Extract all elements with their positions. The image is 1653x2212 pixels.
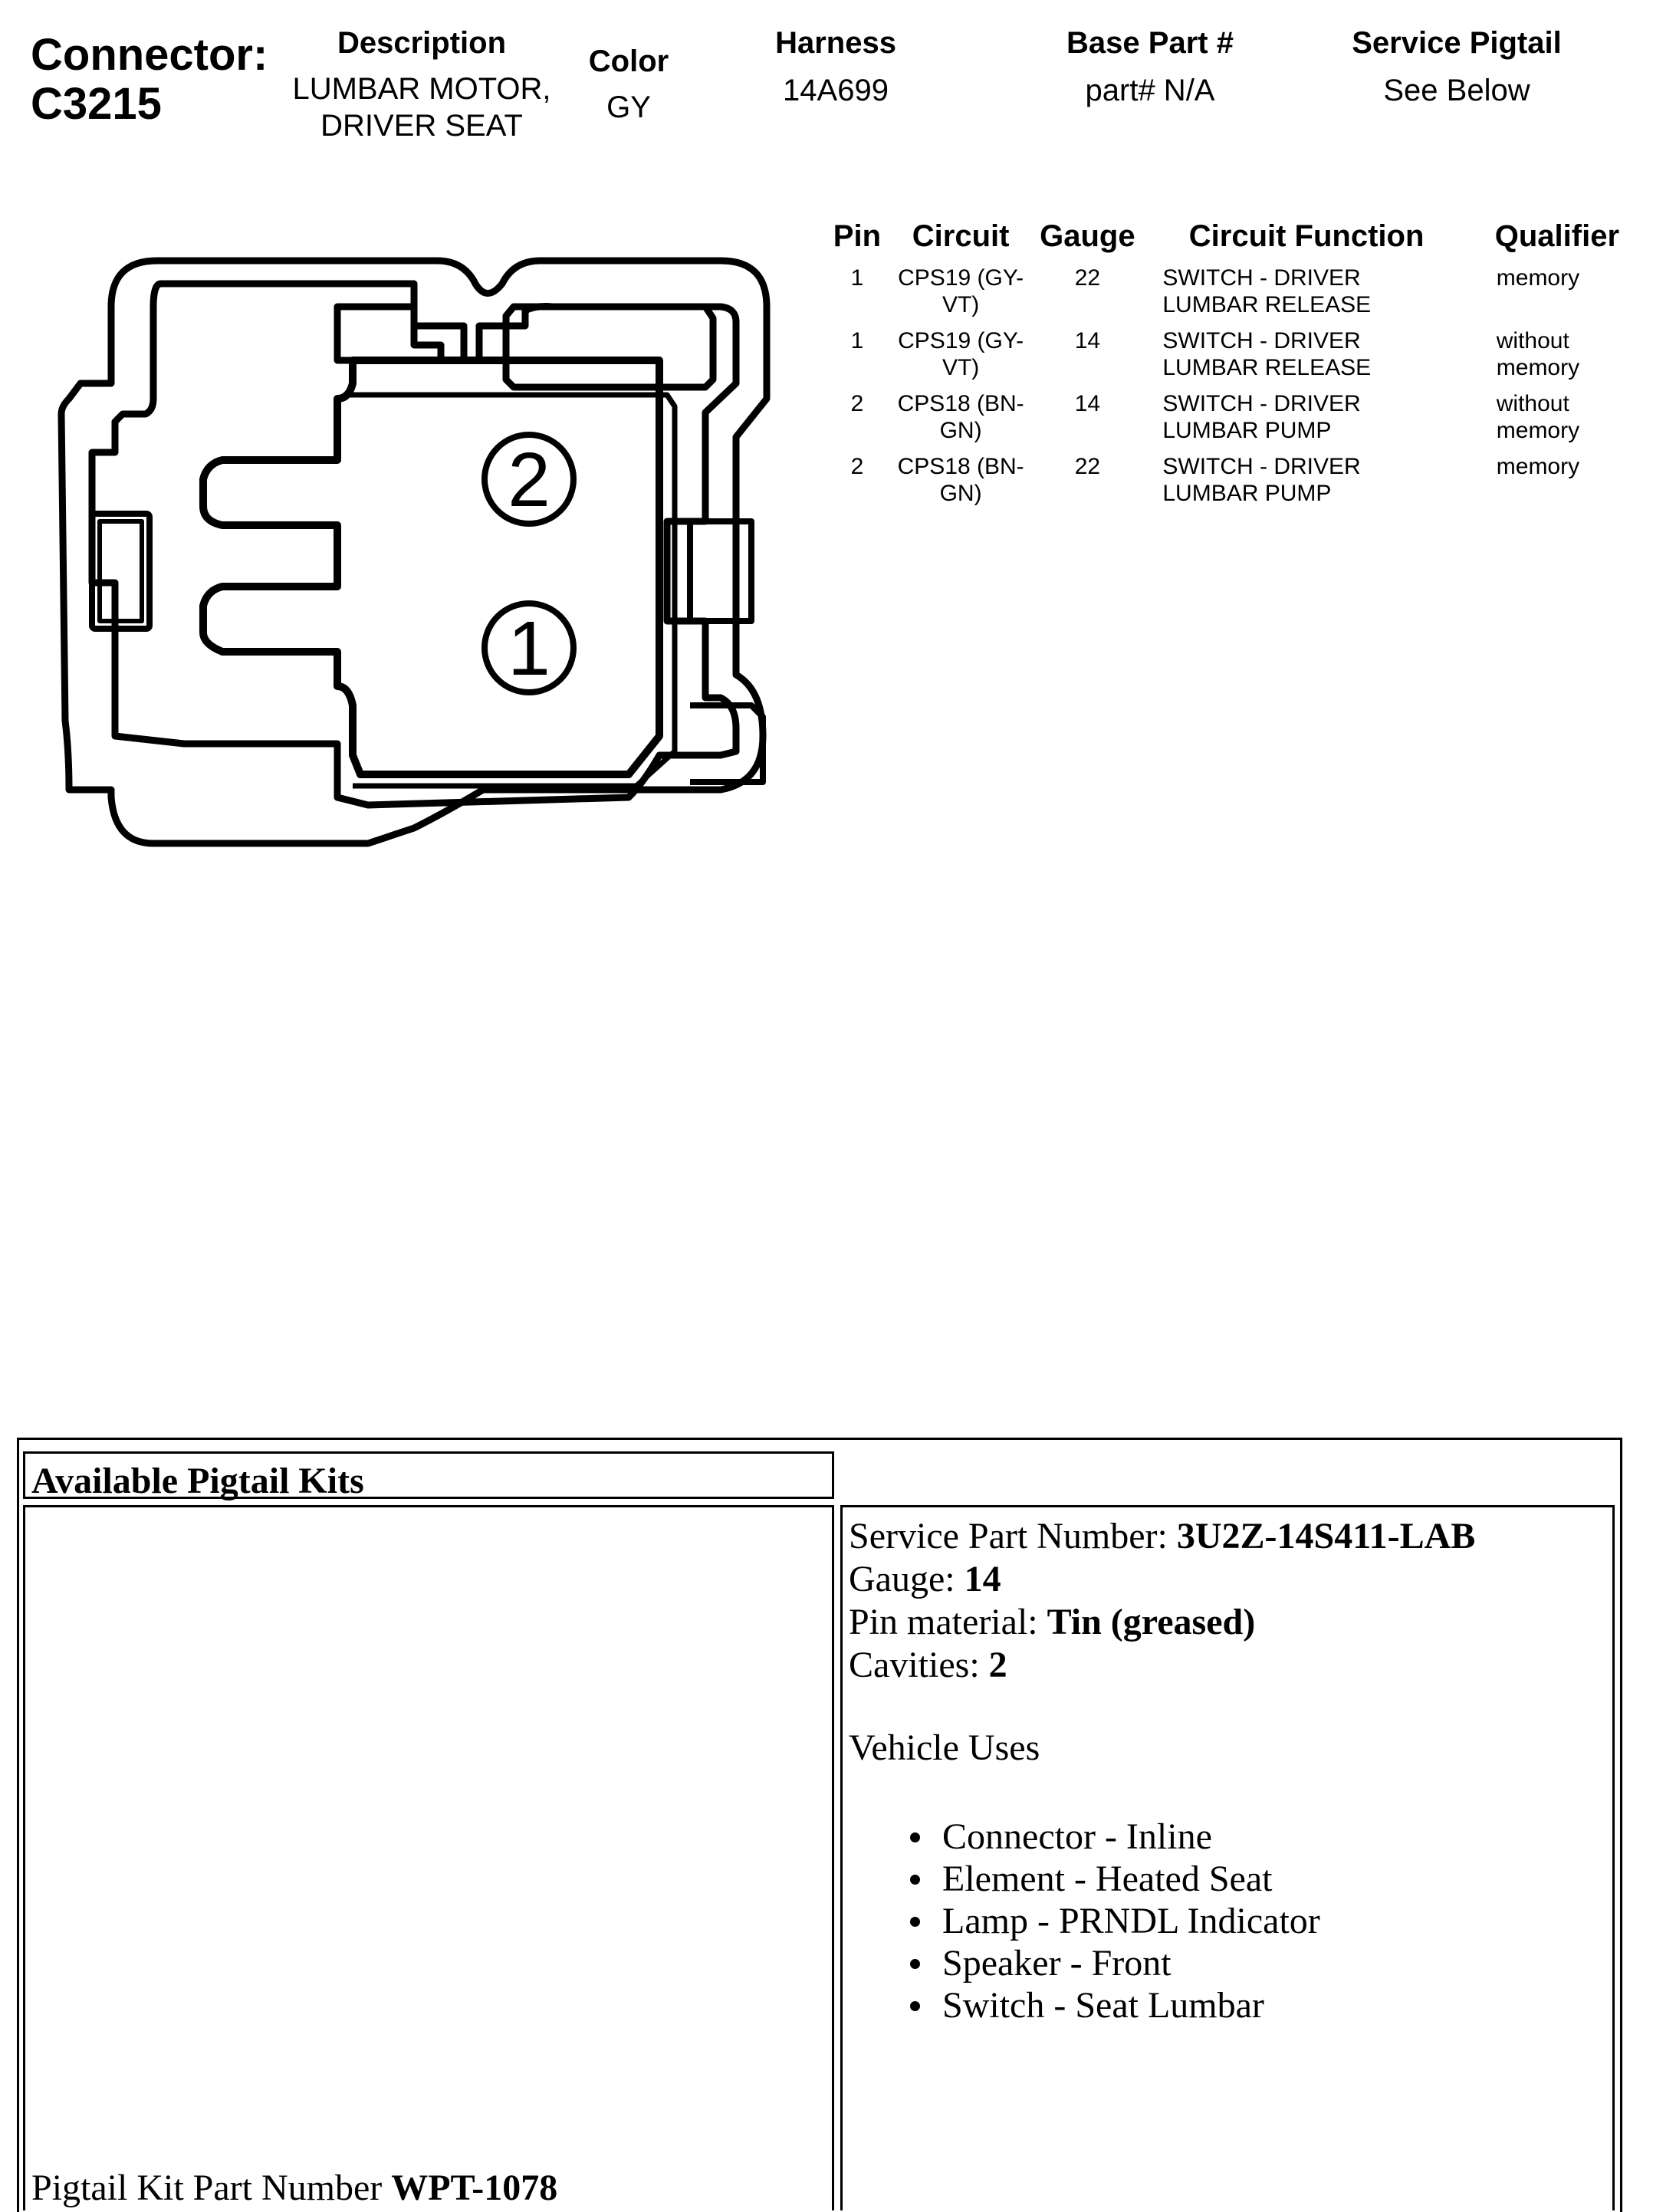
function-line1: SWITCH - DRIVER [1162, 265, 1361, 291]
qualifier-line2: memory [1496, 418, 1580, 443]
qualifier-column-header: Qualifier [1494, 219, 1620, 253]
pin-column-header: Pin [833, 219, 882, 253]
color-value: GY [606, 90, 651, 124]
service-pigtail-value: See Below [1383, 74, 1530, 107]
circuit-cell [894, 390, 1028, 453]
table-row [820, 390, 1648, 453]
qualifier-line1: memory [1496, 454, 1580, 479]
cavities-label: Cavities: [849, 1645, 989, 1685]
pin-table-header-row [820, 215, 1648, 265]
gauge-column-header: Gauge [1040, 219, 1135, 253]
circuit-line2: GN) [939, 418, 982, 443]
description-header: Description [337, 26, 507, 60]
service-pigtail-header: Service Pigtail [1352, 26, 1562, 60]
function-line2: LUMBAR RELEASE [1162, 355, 1372, 380]
pin-table [820, 215, 1648, 516]
function-line2: LUMBAR RELEASE [1162, 292, 1372, 317]
service-part-panel [840, 1505, 1615, 2210]
function-line1: SWITCH - DRIVER [1162, 328, 1361, 353]
function-line2: LUMBAR PUMP [1162, 418, 1332, 443]
circuit-cell [894, 327, 1028, 390]
pin-material-label: Pin material: [849, 1602, 1047, 1642]
circuit-line1: CPS18 (BN- [897, 454, 1024, 479]
list-item: Element - Heated Seat [942, 1858, 1475, 1900]
pin-cell: 2 [850, 391, 864, 416]
connector-id: C3215 [31, 79, 162, 129]
qualifier-cell [1466, 265, 1648, 327]
service-part-label: Service Part Number: [849, 1516, 1177, 1556]
right-tab-upper [690, 521, 751, 621]
gauge-line [849, 1558, 1475, 1601]
description-value [268, 71, 575, 144]
table-row [820, 327, 1648, 390]
gauge-cell: 22 [1074, 454, 1101, 479]
gauge-cell: 22 [1074, 265, 1101, 291]
qualifier-cell [1466, 453, 1648, 516]
function-line2: LUMBAR PUMP [1162, 481, 1332, 506]
housing-notch-left [337, 307, 441, 360]
description-line2: DRIVER SEAT [320, 109, 523, 143]
available-pigtail-kits-header: Available Pigtail Kits [23, 1451, 834, 1499]
circuit-cell [894, 453, 1028, 516]
qualifier-line1: memory [1496, 265, 1580, 291]
gauge-cell: 14 [1074, 328, 1101, 353]
qualifier-line1: without [1496, 328, 1569, 353]
circuit-line1: CPS19 (GY- [898, 328, 1024, 353]
pin-cell: 2 [850, 454, 864, 479]
cavity-block [203, 360, 659, 774]
circuit-line1: CPS19 (GY- [898, 265, 1024, 291]
function-cell [1147, 390, 1465, 453]
pin-cell: 1 [850, 265, 864, 291]
base-part-value: part# N/A [1085, 74, 1215, 107]
left-latch-tab-inner [100, 521, 142, 621]
circuit-line2: VT) [942, 292, 980, 317]
function-line1: SWITCH - DRIVER [1162, 454, 1361, 479]
list-item: Connector - Inline [942, 1816, 1475, 1858]
list-item: Lamp - PRNDL Indicator [942, 1900, 1475, 1942]
circuit-line2: VT) [942, 355, 980, 380]
function-cell [1147, 453, 1465, 516]
gauge-label: Gauge: [849, 1559, 965, 1599]
table-row [820, 265, 1648, 327]
qualifier-line1: without [1496, 391, 1569, 416]
service-part-value: 3U2Z-14S411-LAB [1176, 1516, 1476, 1556]
vehicle-uses-title: Vehicle Uses [849, 1727, 1040, 1768]
service-part-number-line [849, 1515, 1475, 1558]
housing-key-right [506, 307, 713, 387]
kit-part-label: Pigtail Kit Part Number [31, 2168, 392, 2208]
pigtail-kit-panel [23, 1505, 834, 2210]
pin-material-line [849, 1601, 1475, 1644]
function-cell [1147, 265, 1465, 327]
connector-title [31, 31, 268, 129]
gauge-cell: 14 [1074, 391, 1101, 416]
harness-header: Harness [775, 26, 896, 60]
connector-label: Connector: [31, 30, 268, 80]
base-part-header: Base Part # [1066, 26, 1234, 60]
vehicle-uses-list [849, 1816, 1475, 2026]
list-item: Switch - Seat Lumbar [942, 1984, 1475, 2026]
harness-value: 14A699 [783, 74, 889, 107]
cavity-1-label: 1 [508, 606, 550, 692]
qualifier-line2: memory [1496, 355, 1580, 380]
pin-cell: 1 [850, 328, 864, 353]
circuit-cell [894, 265, 1028, 327]
circuit-line2: GN) [939, 481, 982, 506]
cavities-line [849, 1644, 1475, 1687]
function-column-header: Circuit Function [1188, 219, 1425, 253]
list-item: Speaker - Front [942, 1942, 1475, 1984]
cavities-value: 2 [988, 1645, 1007, 1685]
qualifier-cell [1466, 390, 1648, 453]
kit-part-value: WPT-1078 [391, 2168, 558, 2208]
connector-face-diagram [46, 245, 782, 859]
table-row [820, 453, 1648, 516]
pin-material-value: Tin (greased) [1047, 1602, 1256, 1642]
color-header: Color [588, 44, 669, 78]
pigtail-kit-part-number [31, 2167, 557, 2209]
gauge-value: 14 [964, 1559, 1001, 1599]
function-cell [1147, 327, 1465, 390]
circuit-line1: CPS18 (BN- [897, 391, 1024, 416]
qualifier-cell [1466, 327, 1648, 390]
service-part-info [849, 1515, 1475, 2026]
description-line1: LUMBAR MOTOR, [292, 72, 551, 106]
circuit-column-header: Circuit [912, 219, 1010, 253]
cavity-2-label: 2 [508, 437, 550, 523]
function-line1: SWITCH - DRIVER [1162, 391, 1361, 416]
